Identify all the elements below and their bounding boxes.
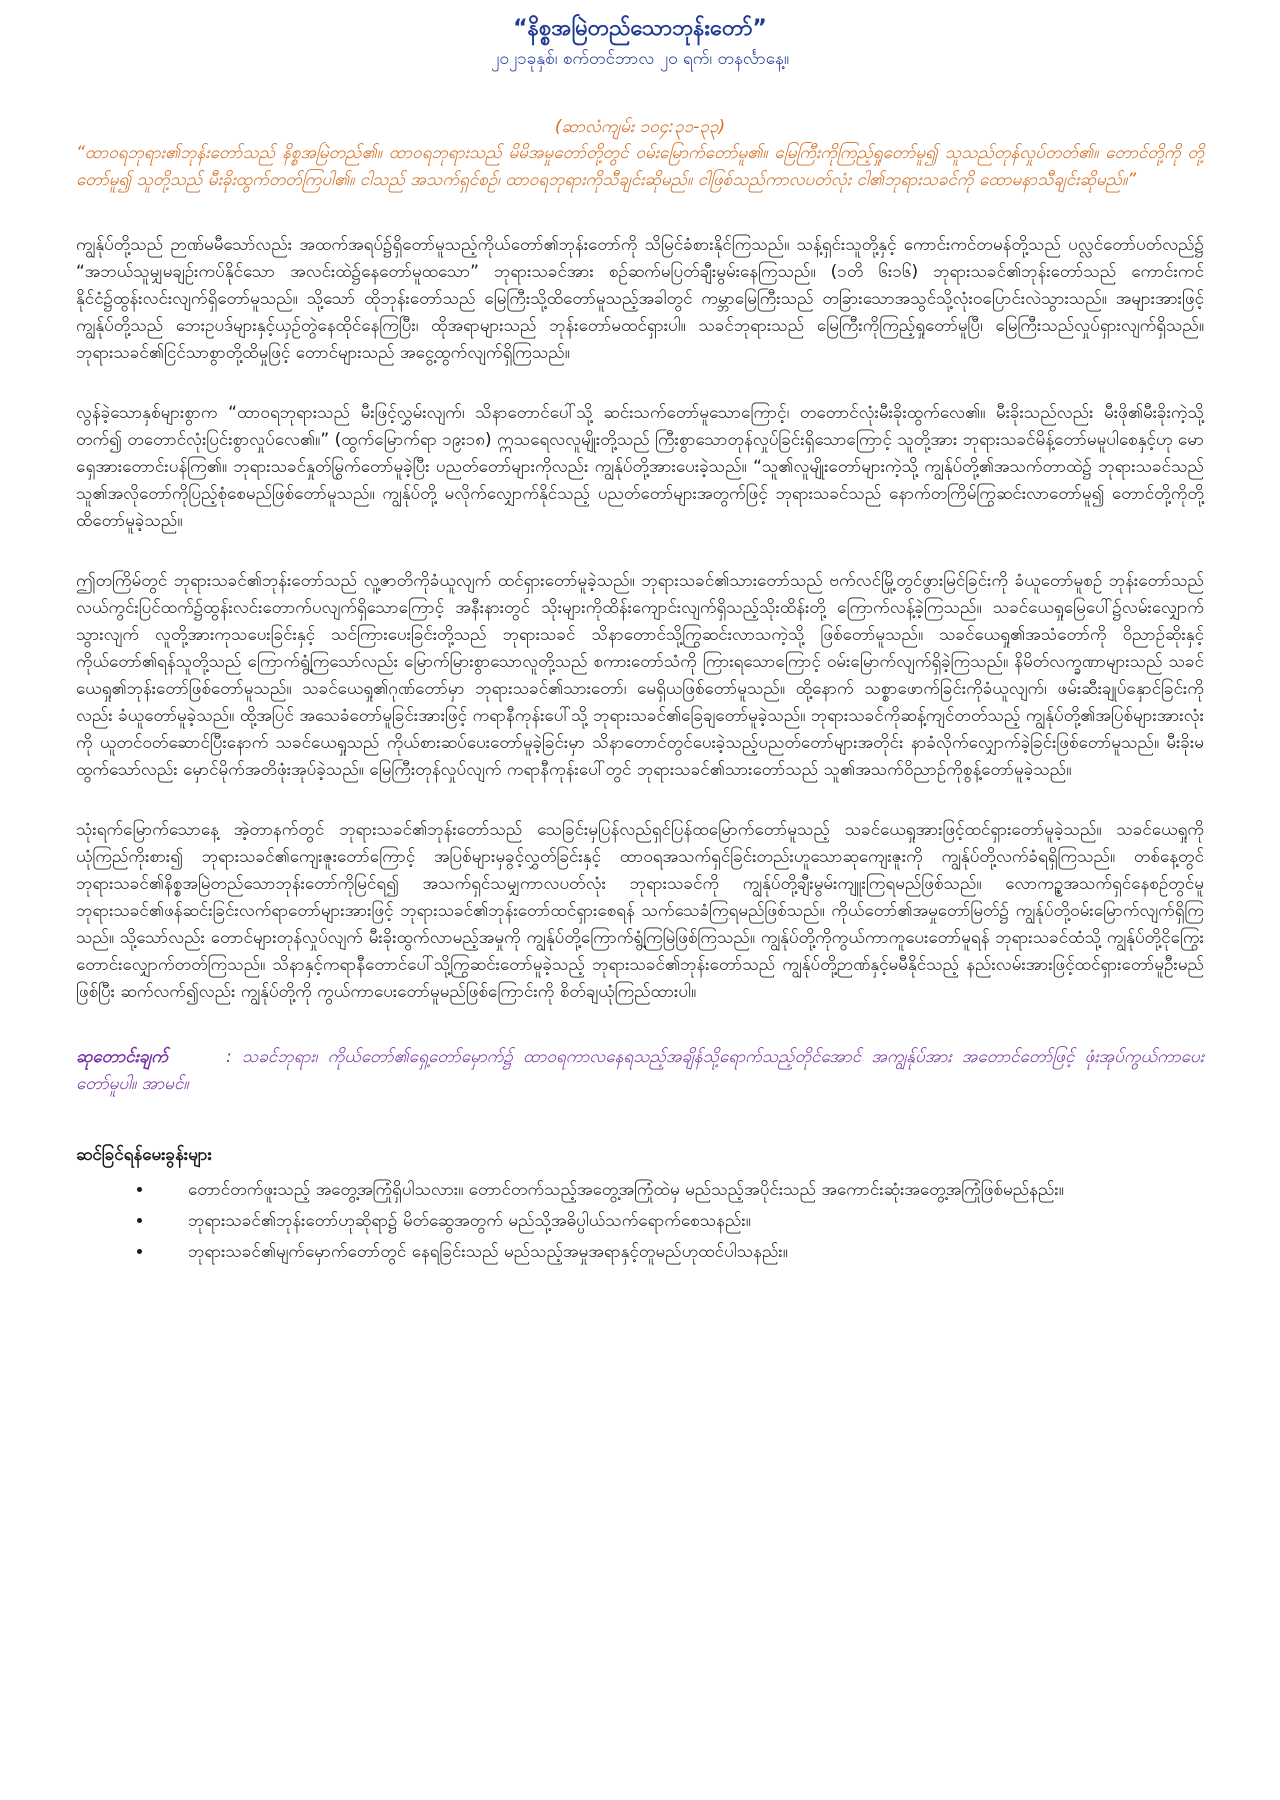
devotional-page xyxy=(76,12,1204,1268)
page-title: “နိစ္စအမြဲတည်သောဘုန်းတော်” xyxy=(513,16,767,41)
body-paragraph: ကျွန်ုပ်တို့သည် ဉာဏ်မမီသော်လည်း အထက်အရပ်၌ရှိတော်မူသည့်ကိုယ်တော်၏ဘုန်းတော်ကို သိမြင်ခံစားနိုင်ကြသည်။ သန့်ရှင်းသူတို့နှင့် ကောင်းကင်တမန်တို့သည် ပလ္လင်တော်ပတ်လည်၌ “အဘယ်သူမျှမချဉ်းကပ်နိုင်သော အလင်းထဲ၌နေတော်မူထသော” ဘုရားသခင်အား စဉ်ဆက်မပြတ်ချီးမွမ်းနေကြသည်။ (၁တိ ၆း၁၆) ဘုရားသခင်၏ဘုန်းတော်သည် ကောင်းကင်နိုင်ငံ၌ထွန်းလင်းလျက်ရှိတော်မူသည်။ သို့သော် ထိုဘုန်းတော်သည် မြေကြီးသို့ထိတော်မူသည့်အခါတွင် ကမ္ဘာမြေကြီးသည် တခြားသောအသွင်သို့လုံးဝပြောင်းလဲသွားသည်။ အများအားဖြင့် ကျွန်ုပ်တို့သည် ဘေးဥပဒ်များနှင့်ယှဉ်တွဲနေထိုင်နေကြပြီး၊ ထိုအရာများသည် ဘုန်းတော်မထင်ရှားပါ။ သခင်ဘုရားသည် မြေကြီးကိုကြည့်ရှုတော်မူပြီ၊ မြေကြီးသည်လှုပ်ရှားလျက်ရှိသည်။ ဘုရားသခင်၏ငြင်သာစွာတို့ထိမှုဖြင့် တောင်များသည် အငွေ့ထွက်လျက်ရှိကြသည်။ xyxy=(76,235,1204,363)
prayer-block xyxy=(76,1044,1204,1098)
scripture-quote: “ထာဝရဘုရား၏ဘုန်းတော်သည် နိစ္စအမြဲတည်၏။ ထာဝရဘုရားသည် မိမိအမှုတော်တို့တွင် ဝမ်းမြောက်တော်မူ၏။ မြေကြီးကိုကြည့်ရှုတော်မူ၍ သူသည်တုန်လှုပ်တတ်၏။ တောင်တို့ကို တို့တော်မူ၍ သူတို့သည် မီးခိုးထွက်တတ်ကြပါ၏။ ငါသည် အသက်ရှင်စဉ်၊ ထာဝရဘုရားကိုသီချင်းဆိုမည်။ ငါဖြစ်သည်ကာလပတ်လုံး ငါ၏ဘုရားသခင်ကို ထောမနာသီချင်းဆိုမည်။” xyxy=(76,143,1204,190)
list-item: • ဘုရားသခင်၏ဘုန်းတော်ဟုဆိုရာ၌ မိတ်ဆွေအတွက် မည်သို့အဓိပ္ပါယ်သက်ရောက်စေသနည်း။ xyxy=(154,1206,1204,1237)
list-item: • ဘုရားသခင်၏မျက်မှောက်တော်တွင် နေရခြင်းသည် မည်သည့်အမှုအရာနှင့်တူမည်ဟုထင်ပါသနည်း။ xyxy=(154,1237,1204,1268)
body-paragraph: သုံးရက်မြောက်သောနေ့ အဲ့တာနက်တွင် ဘုရားသခင်၏ဘုန်းတော်သည် သေခြင်းမှပြန်လည်ရှင်ပြန်ထမြောက်တော်မူသည့် သခင်ယေရှုအားဖြင့်ထင်ရှားတော်မူခဲ့သည်။ သခင်ယေရှုကိုယုံကြည်ကိုးစား၍ ဘုရားသခင်၏ကျေးဇူးတော်ကြောင့် အပြစ်များမှခွင့်လွှတ်ခြင်းနှင့် ထာဝရအသက်ရှင်ခြင်းတည်းဟူသောဆုကျေးဇူးကို ကျွန်ုပ်တို့လက်ခံရရှိကြသည်။ တစ်နေ့တွင် ဘုရားသခင်၏နိစ္စအမြဲတည်သောဘုန်းတော်ကိုမြင်ရ၍ အသက်ရှင်သမျှကာလပတ်လုံး ဘုရားသခင်ကို ကျွန်ုပ်တို့ချီးမွမ်းကျူးကြရမည်ဖြစ်သည်။ လောကဥ္စအသက်ရှင်နေစဉ်တွင်မူ ဘုရားသခင်၏ဖန်ဆင်းခြင်းလက်ရာတော်များအားဖြင့် ဘုရားသခင်၏ဘုန်းတော်ထင်ရှားစေရန် သက်သေခံကြရမည်ဖြစ်သည်။ ကိုယ်တော်၏အမှုတော်မြတ်၌ ကျွန်ုပ်တို့ဝမ်းမြောက်လျက်ရှိကြသည်။ သို့သော်လည်း တောင်များတုန်လှုပ်လျက် မီးခိုးထွက်လာမည့်အမှုကို ကျွန်ုပ်တို့ကြောက်ရွံ့ကြမြဲဖြစ်ကြသည်။ ကျွန်ုပ်တို့ကိုကွယ်ကာကူပေးတော်မူရန် ဘုရားသခင်ထံသို့ ကျွန်ုပ်တို့ငိုကြွေးတောင်းလျှောက်တတ်ကြသည်။ သိနာနှင့်ကရာနီတောင်ပေါ်သို့ကြွဆင်းတော်မူခဲ့သည့် ဘုရားသခင်၏ဘုန်းတော်သည် ကျွန်ုပ်တို့ဉာဏ်နှင့်မမီနိုင်သည့် နည်းလမ်းအားဖြင့်ထင်ရှားတော်မူဦးမည်ဖြစ်ပြီး ဆက်လက်၍လည်း ကျွန်ုပ်တို့ကို ကွယ်ကာပေးတော်မူမည်ဖြစ်ကြောင်းကို စိတ်ချယုံကြည်ထားပါ။ xyxy=(76,820,1204,1002)
scripture-reference: (ဆာလံကျမ်း ၁၀၄:၃၁-၃၃) xyxy=(554,117,726,137)
page-date: ၂၀၂၁ခုနှစ်၊ စက်တင်ဘာလ ၂၀ ရက်၊ တနင်္လာနေ့။ xyxy=(491,49,789,69)
body-paragraph: လွန်ခဲ့သောနှစ်များစွာက “ထာဝရဘုရားသည် မီးဖြင့်လွှမ်းလျက်၊ သိနာတောင်ပေါ်သို့ ဆင်းသက်တော်မူသောကြောင့်၊ တတောင်လုံးမီးခိုးထွက်လေ၏။ မီးခိုးသည်လည်း မီးဖို၏မီးခိုးကဲ့သို့တက်၍ တတောင်လုံးပြင်းစွာလှုပ်လေ၏။” (ထွက်မြောက်ရာ ၁၉း၁၈) ဣသရေလလူမျိုးတို့သည် ကြီးစွာသောတုန်လှုပ်ခြင်းရှိသောကြောင့် သူတို့အား ဘုရားသခင်မိန့်တော်မမူပါစေနှင့်ဟု မောရှေအားတောင်းပန်ကြ၏။ ဘုရားသခင်နှုတ်မြွက်တော်မူခဲ့ပြီး ပညတ်တော်များကိုလည်း ကျွန်ုပ်တို့အားပေးခဲ့သည်။ “သူ၏လူမျိုးတော်များကဲ့သို့ ကျွန်ုပ်တို့၏အသက်တာထဲ၌ ဘုရားသခင်သည် သူ၏အလိုတော်ကိုပြည့်စုံစေမည်ဖြစ်တော်မူသည်။ ကျွန်ုပ်တို့ မလိုက်လျှောက်နိုင်သည့် ပညတ်တော်များအတွက်ဖြင့် ဘုရားသခင်သည် နောက်တကြိမ်ကြွဆင်းလာတော်မူ၍ တောင်တို့ကိုတို့ထိတော်မူခဲ့သည်။ xyxy=(76,403,1204,531)
list-item: • တောင်တက်ဖူးသည့် အတွေ့အကြုံရှိပါသလား။ တောင်တက်သည့်အတွေ့အကြုံထဲမှ မည်သည့်အပိုင်းသည် အကောင်းဆုံးအတွေ့အကြုံဖြစ်မည်နည်း။ xyxy=(154,1175,1204,1206)
prayer-text: : သခင်ဘုရား၊ ကိုယ်တော်၏ရှေ့တော်မှောက်၌ ထာဝရကာလနေရသည့်အချိန်သို့ရောက်သည့်တိုင်အောင် အကျွန်ုပ်အား အတောင်တော်ဖြင့် ဖုံးအုပ်ကွယ်ကာပေးတော်မူပါ။ အာမင်။ xyxy=(76,1047,1204,1094)
body-paragraph: ဤတကြိမ်တွင် ဘုရားသခင်၏ဘုန်းတော်သည် လူ့ဇာတိကိုခံယူလျက် ထင်ရှားတော်မူခဲ့သည်။ ဘုရားသခင်၏သားတော်သည် ဗက်လင်မြို့တွင်ဖွားမြင်ခြင်းကို ခံယူတော်မူစဉ် ဘုန်းတော်သည် လယ်ကွင်းပြင်ထက်၌ထွန်းလင်းတောက်ပလျက်ရှိသောကြောင့် အနီးနားတွင် သိုးများကိုထိန်းကျောင်းလျက်ရှိသည့်သိုးထိန်းတို့ ကြောက်လန့်ခဲ့ကြသည်။ သခင်ယေရှုမြေပေါ်၌လမ်းလျှောက်သွားလျက် လူတို့အားကုသပေးခြင်းနှင့် သင်ကြားပေးခြင်းတို့သည် ဘုရားသခင် သိနာတောင်သို့ကြွဆင်းလာသကဲ့သို့ ဖြစ်တော်မူသည်။ သခင်ယေရှု၏အသံတော်ကို ဝိညာဉ်ဆိုးနှင့်ကိုယ်တော်၏ရန်သူတို့သည် ကြောက်ရွံ့ကြသော်လည်း မြောက်မြားစွာသောလူတို့သည် စကားတော်သံကို ကြားရသောကြောင့် ဝမ်းမြောက်လျက်ရှိခဲ့ကြသည်။ နိမိတ်လက္ခဏာများသည် သခင်ယေရှု၏ဘုန်းတော်ဖြစ်တော်မူသည်။ သခင်ယေရှု၏ဂုဏ်တော်မှာ ဘုရားသခင်၏သားတော်၊ မေရှိယဖြစ်တော်မူသည်။ ထို့နောက် သစ္စာဖောက်ခြင်းကိုခံယူလျက်၊ ဖမ်းဆီးချုပ်နှောင်ခြင်းကိုလည်း ခံယူတော်မူခဲ့သည်။ ထို့အပြင် အသေခံတော်မူခြင်းအားဖြင့် ကရာနီကုန်းပေါ်သို့ ဘုရားသခင်၏ခြေချတော်မူခဲ့သည်။ ဘုရားသခင်ကိုဆန့်ကျင်တတ်သည့် ကျွန်ုပ်တို့၏အပြစ်များအားလုံးကို ယူတင်ဝတ်ဆောင်ပြီးနောက် သခင်ယေရှုသည် ကိုယ်စားဆပ်ပေးတော်မူခဲ့ခြင်းမှာ သိနာတောင်တွင်ပေးခဲ့သည့်ပညတ်တော်များအတိုင်း နာခံလိုက်လျှောက်ခဲ့ခြင်းဖြစ်တော်မူသည်။ မီးခိုးမထွက်သော်လည်း မှောင်မိုက်အတိဖုံးအုပ်ခဲ့သည်။ မြေကြီးတုန်လှုပ်လျက် ကရာနီကုန်းပေါ်တွင် ဘုရားသခင်၏သားတော်သည် သူ၏အသက်ဝိညာဉ်ကိုစွန့်တော်မူခဲ့သည်။ xyxy=(76,571,1204,780)
questions-heading: ဆင်ခြင်ရန်မေးခွန်းများ xyxy=(76,1145,212,1165)
questions-list xyxy=(76,1175,1204,1268)
prayer-label: ဆုတောင်းချက် xyxy=(76,1047,168,1067)
